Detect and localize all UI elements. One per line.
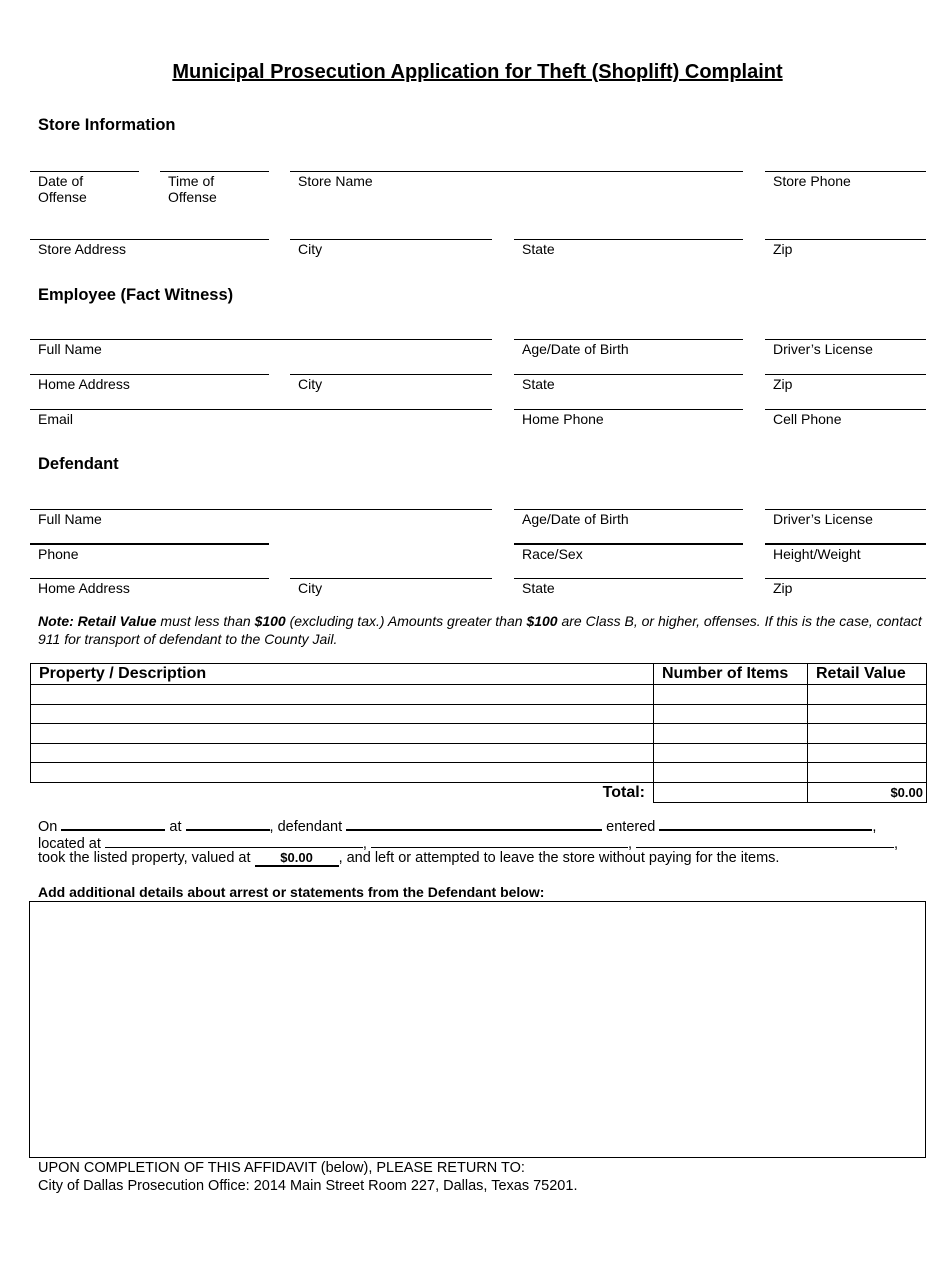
- time-of-offense-field[interactable]: Time of Offense: [160, 171, 269, 211]
- location-address-blank[interactable]: [105, 833, 363, 848]
- details-textarea[interactable]: [29, 901, 926, 1158]
- items-cell[interactable]: [654, 724, 808, 744]
- employee-age-dob-field[interactable]: Age/Date of Birth: [514, 339, 743, 363]
- store-name-field[interactable]: Store Name: [290, 171, 743, 211]
- valued-at-value: $0.00: [255, 850, 339, 867]
- items-cell[interactable]: [654, 685, 808, 705]
- on-label: On: [38, 819, 58, 835]
- date-of-offense-field[interactable]: Date of Offense: [30, 171, 139, 211]
- location-state-blank[interactable]: [636, 833, 894, 848]
- defendant-race-sex-field[interactable]: Race/Sex: [514, 543, 743, 567]
- description-cell[interactable]: [31, 704, 654, 724]
- employee-drivers-license-field[interactable]: Driver’s License: [765, 339, 926, 363]
- defendant-phone-field[interactable]: Phone: [30, 543, 269, 567]
- comma-2: ,: [362, 836, 367, 852]
- employee-email-field[interactable]: Email: [30, 409, 492, 433]
- store-phone-field[interactable]: Store Phone: [765, 171, 926, 211]
- store-zip-field[interactable]: Zip: [765, 239, 926, 263]
- defendant-heading: Defendant: [38, 455, 119, 473]
- entered-label: entered: [606, 819, 656, 835]
- employee-city-field[interactable]: City: [290, 374, 492, 398]
- items-cell[interactable]: [654, 763, 808, 783]
- footer-line-2: City of Dallas Prosecution Office: 2014 Main Street Room 227, Dallas, Texas 75201.: [38, 1178, 578, 1194]
- comma-3: ,: [627, 836, 633, 852]
- total-value: $0.00: [808, 782, 927, 802]
- employee-home-phone-field[interactable]: Home Phone: [514, 409, 743, 433]
- date-blank[interactable]: [61, 815, 165, 831]
- table-row: [31, 685, 927, 705]
- at-label: at: [169, 819, 182, 835]
- time-blank[interactable]: [186, 815, 270, 831]
- items-cell[interactable]: [654, 704, 808, 724]
- property-table: [30, 663, 927, 803]
- store-info-heading: Store Information: [38, 116, 176, 134]
- retail-value-note: [38, 613, 928, 648]
- retail-value-header: Retail Value: [808, 664, 927, 685]
- page-title: Municipal Prosecution Application for Theft (Shoplift) Complaint: [172, 61, 783, 83]
- took-label: took the listed property, valued at: [38, 850, 251, 866]
- footer: [38, 1159, 577, 1195]
- store-address-field[interactable]: Store Address: [30, 239, 269, 263]
- defendant-name-blank[interactable]: [346, 815, 602, 831]
- note-text-1: must less than: [156, 613, 255, 629]
- located-at-label: located at: [38, 836, 101, 852]
- value-cell[interactable]: [808, 763, 927, 783]
- table-row: [31, 724, 927, 744]
- comma-4: ,: [894, 836, 899, 852]
- employee-home-address-field[interactable]: Home Address: [30, 374, 269, 398]
- note-amount-2: $100: [526, 613, 558, 629]
- defendant-home-address-field[interactable]: Home Address: [30, 578, 269, 602]
- defendant-drivers-license-field[interactable]: Driver’s License: [765, 509, 926, 533]
- property-description-header: Property / Description: [31, 664, 654, 685]
- description-cell[interactable]: [31, 763, 654, 783]
- defendant-age-dob-field[interactable]: Age/Date of Birth: [514, 509, 743, 533]
- table-row: [31, 704, 927, 724]
- value-cell[interactable]: [808, 724, 927, 744]
- table-row: [31, 763, 927, 783]
- defendant-full-name-field[interactable]: Full Name: [30, 509, 492, 533]
- store-city-field[interactable]: City: [290, 239, 492, 263]
- employee-full-name-field[interactable]: Full Name: [30, 339, 492, 363]
- defendant-zip-field[interactable]: Zip: [765, 578, 926, 602]
- employee-state-field[interactable]: State: [514, 374, 743, 398]
- note-amount-1: $100: [254, 613, 286, 629]
- value-cell[interactable]: [808, 685, 927, 705]
- value-cell[interactable]: [808, 743, 927, 763]
- description-cell[interactable]: [31, 743, 654, 763]
- statement-tail: , and left or attempted to leave the store without paying for the items.: [338, 850, 780, 866]
- footer-line-1: UPON COMPLETION OF THIS AFFIDAVIT (below), PLEASE RETURN TO:: [38, 1160, 525, 1176]
- statement-line-3: [38, 850, 779, 867]
- total-label: Total:: [31, 782, 654, 802]
- location-city-blank[interactable]: [371, 833, 628, 848]
- description-cell[interactable]: [31, 685, 654, 705]
- defendant-label: , defendant: [269, 819, 343, 835]
- number-of-items-header: Number of Items: [654, 664, 808, 685]
- store-state-field[interactable]: State: [514, 239, 743, 263]
- defendant-city-field[interactable]: City: [290, 578, 492, 602]
- note-text-3: are Class B, or higher, offenses. If this is the case, contact 911 for transport of defendant to the County Jail.: [38, 613, 922, 647]
- defendant-height-weight-field[interactable]: Height/Weight: [765, 543, 926, 567]
- value-cell[interactable]: [808, 704, 927, 724]
- comma-1: ,: [872, 819, 877, 835]
- employee-heading: Employee (Fact Witness): [38, 286, 234, 304]
- employee-cell-phone-field[interactable]: Cell Phone: [765, 409, 926, 433]
- store-entered-blank[interactable]: [659, 815, 872, 831]
- table-row: [31, 743, 927, 763]
- employee-zip-field[interactable]: Zip: [765, 374, 926, 398]
- items-cell[interactable]: [654, 743, 808, 763]
- note-prefix: Note: Retail Value: [38, 613, 157, 629]
- total-items-cell: [654, 782, 808, 802]
- description-cell[interactable]: [31, 724, 654, 744]
- details-label: Add additional details about arrest or statements from the Defendant below:: [38, 884, 545, 900]
- note-text-2: (excluding tax.) Amounts greater than: [285, 613, 527, 629]
- defendant-state-field[interactable]: State: [514, 578, 743, 602]
